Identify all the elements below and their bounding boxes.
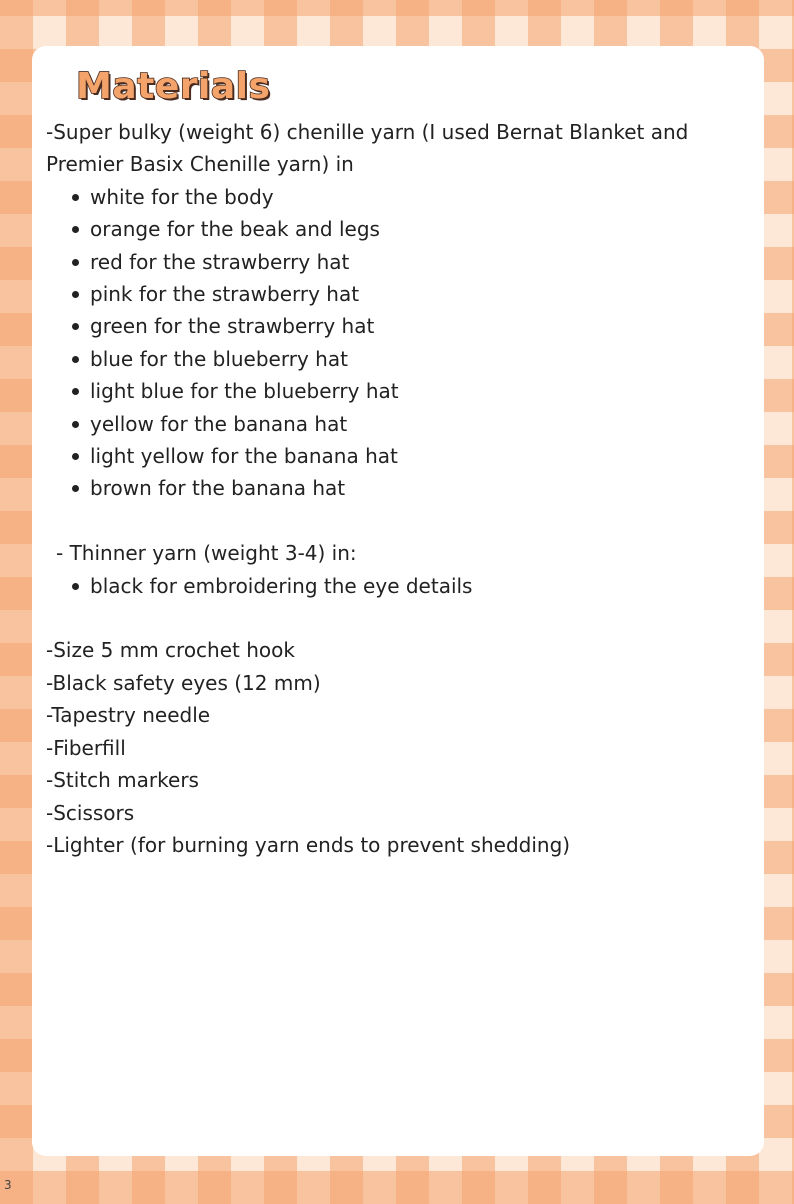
thinner-yarn-list — [46, 570, 746, 602]
page-number: 3 — [4, 1178, 12, 1192]
materials-list — [46, 116, 746, 861]
tool-item: -Size 5 mm crochet hook — [46, 638, 295, 663]
bullet-icon — [72, 291, 79, 298]
spacer — [46, 505, 746, 537]
bullet-icon — [72, 453, 79, 460]
tool-item: -Fiberfill — [46, 735, 126, 760]
bullet-icon — [72, 194, 79, 201]
bullet-icon — [72, 356, 79, 363]
intro-text: -Super bulky (weight 6) chenille yarn (I used Bernat Blanket and Premier Basix Chenille yarn) in — [46, 120, 689, 177]
bullet-icon — [72, 323, 79, 330]
tool-item: -Tapestry needle — [46, 703, 211, 728]
list-item: white for the body — [46, 181, 746, 213]
list-item: light blue for the blueberry hat — [46, 375, 746, 407]
list-item: black for embroidering the eye details — [46, 570, 746, 602]
list-item: yellow for the banana hat — [46, 408, 746, 440]
list-item: red for the strawberry hat — [46, 246, 746, 278]
tool-item: -Stitch markers — [46, 768, 199, 793]
bullet-icon — [72, 226, 79, 233]
page-title: Materials — [76, 66, 271, 107]
bullet-icon — [72, 259, 79, 266]
bullet-icon — [72, 485, 79, 492]
list-item: blue for the blueberry hat — [46, 343, 746, 375]
tool-item: -Black safety eyes (12 mm) — [46, 670, 321, 695]
spacer — [46, 602, 746, 634]
list-item: brown for the banana hat — [46, 472, 746, 504]
bullet-icon — [72, 421, 79, 428]
list-item: pink for the strawberry hat — [46, 278, 746, 310]
bullet-icon — [72, 388, 79, 395]
list-item: green for the strawberry hat — [46, 310, 746, 342]
bullet-icon — [72, 583, 79, 590]
tools-list — [46, 634, 746, 861]
content-card — [32, 46, 764, 1156]
tool-item: -Scissors — [46, 800, 135, 825]
tool-item: -Lighter (for burning yarn ends to prevent shedding) — [46, 832, 571, 857]
list-item: light yellow for the banana hat — [46, 440, 746, 472]
yarn-color-list — [46, 181, 746, 505]
thinner-yarn-heading: - Thinner yarn (weight 3-4) in: — [56, 541, 357, 566]
list-item: orange for the beak and legs — [46, 213, 746, 245]
